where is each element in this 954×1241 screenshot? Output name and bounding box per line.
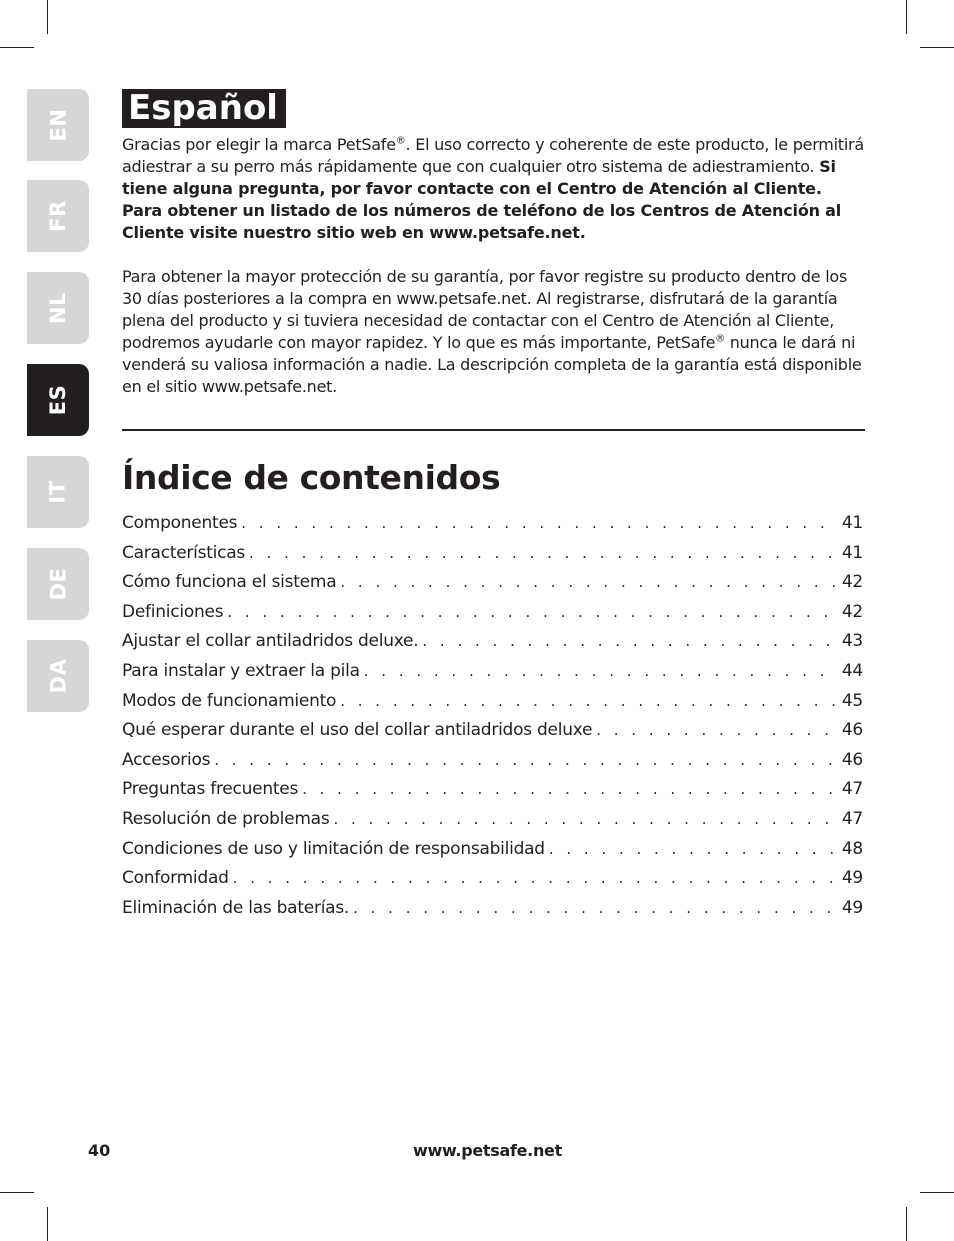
toc-entry-page: 42 <box>841 602 863 622</box>
tab-label: DE <box>46 567 70 601</box>
toc-entry-page: 47 <box>841 779 863 799</box>
tab-nl[interactable] <box>27 272 89 344</box>
toc-entry[interactable] <box>122 805 863 834</box>
toc-entry-page: 49 <box>841 868 863 888</box>
toc-leader-dots <box>333 805 837 834</box>
toc-entry-label: Cómo funciona el sistema <box>122 572 337 592</box>
toc-entry-page: 44 <box>841 661 863 681</box>
toc-entry-label: Componentes <box>122 513 238 533</box>
toc-leader-dots <box>596 716 838 745</box>
tab-fr[interactable] <box>27 180 89 252</box>
tab-label: IT <box>45 480 70 504</box>
toc-entry[interactable] <box>122 687 863 716</box>
toc-entry[interactable] <box>122 627 863 656</box>
divider <box>122 429 865 431</box>
crop-mark <box>920 47 954 48</box>
toc-entry[interactable] <box>122 568 863 597</box>
toc-entry-page: 43 <box>841 631 863 651</box>
toc-leader-dots <box>227 598 838 627</box>
tab-label: FR <box>45 200 70 232</box>
toc-entry-label: Para instalar y extraer la pila <box>122 661 360 681</box>
toc-entry-label: Condiciones de uso y limitación de responsabilidad <box>122 839 545 859</box>
toc-entry-page: 42 <box>841 572 863 592</box>
registered-mark: ® <box>395 135 406 147</box>
intro-p1-text-cont: . El uso correcto y coherente de este producto, le permitirá adiestrar a su perro más rápidamente que con cualquier otro sistema de adiestramiento. <box>122 135 864 176</box>
toc-leader-dots <box>214 746 838 775</box>
toc-entry[interactable] <box>122 657 863 686</box>
toc-entry[interactable] <box>122 894 863 923</box>
toc-leader-dots <box>353 894 838 923</box>
tab-en[interactable] <box>27 89 89 161</box>
toc-entry[interactable] <box>122 509 863 538</box>
toc-entry-page: 49 <box>841 898 863 918</box>
toc-entry[interactable] <box>122 598 863 627</box>
intro-paragraph-2 <box>122 266 867 398</box>
toc-leader-dots <box>549 835 838 864</box>
toc-leader-dots <box>233 864 838 893</box>
toc-entry-page: 48 <box>841 839 863 859</box>
toc-leader-dots <box>249 539 838 568</box>
toc-entry-label: Eliminación de las baterías. <box>122 898 350 918</box>
toc-entry[interactable] <box>122 539 863 568</box>
toc-entry-page: 46 <box>841 750 863 770</box>
intro-p2-text: Para obtener la mayor protección de su garantía, por favor registre su producto dentro de los 30 días posteriores a la compra en www.petsafe.net. Al registrarse, disfrutará de la garantía plena del producto y si tuviera necesidad de contactar con el Centro de Atención al Cliente, podremos ayudarle con mayor rapidez. Y lo que es más importante, PetSafe <box>122 267 848 352</box>
intro-paragraph-1 <box>122 134 867 244</box>
tab-it[interactable] <box>27 456 89 528</box>
tab-label: EN <box>45 108 70 142</box>
toc-entry-label: Conformidad <box>122 868 229 888</box>
toc-title: Índice de contenidos <box>122 458 501 497</box>
crop-mark <box>0 1192 34 1193</box>
crop-mark <box>920 1192 954 1193</box>
crop-mark <box>906 1207 907 1241</box>
tab-da[interactable] <box>27 640 89 712</box>
toc-entry[interactable] <box>122 775 863 804</box>
toc-leader-dots <box>241 509 838 538</box>
toc-leader-dots <box>364 657 838 686</box>
crop-mark <box>47 0 48 34</box>
toc-entry[interactable] <box>122 746 863 775</box>
toc-leader-dots <box>340 687 838 716</box>
toc-entry-label: Qué esperar durante el uso del collar antiladridos deluxe <box>122 720 593 740</box>
toc-entry-label: Accesorios <box>122 750 211 770</box>
tab-label: NL <box>46 292 70 324</box>
toc-entry-label: Preguntas frecuentes <box>122 779 299 799</box>
crop-mark <box>47 1207 48 1241</box>
toc-entry-page: 41 <box>841 513 863 533</box>
tab-label: DA <box>46 658 70 694</box>
tab-es[interactable] <box>27 364 89 436</box>
section-title: Español <box>122 89 286 128</box>
toc-entry[interactable] <box>122 835 863 864</box>
toc-entry-page: 47 <box>841 809 863 829</box>
toc-entry-label: Resolución de problemas <box>122 809 330 829</box>
page-number: 40 <box>88 1141 111 1160</box>
toc-entry-label: Definiciones <box>122 602 224 622</box>
crop-mark <box>0 47 34 48</box>
intro-p1-text: Gracias por elegir la marca PetSafe <box>122 135 396 154</box>
toc-entry[interactable] <box>122 716 863 745</box>
footer-url[interactable]: www.petsafe.net <box>413 1141 562 1160</box>
toc-leader-dots <box>422 627 837 656</box>
toc-entry-page: 45 <box>841 691 863 711</box>
toc-entry-page: 46 <box>841 720 863 740</box>
toc-leader-dots <box>302 775 838 804</box>
crop-mark <box>906 0 907 34</box>
toc-entry-label: Ajustar el collar antiladridos deluxe. <box>122 631 419 651</box>
intro-text <box>122 134 867 398</box>
intro-p1-bold: Si tiene alguna pregunta, por favor contacte con el Centro de Atención al Cliente. Para obtener un listado de los números de teléfono de los Centros de Atención al Cliente visite nuestro sitio web en www.petsafe.net. <box>122 157 842 242</box>
toc-leader-dots <box>340 568 837 597</box>
tab-label: ES <box>45 384 70 416</box>
toc-entry-label: Características <box>122 543 245 563</box>
toc-entry-page: 41 <box>841 543 863 563</box>
toc-entry-label: Modos de funcionamiento <box>122 691 337 711</box>
intro-p2-text-cont: nunca le dará ni venderá su valiosa información a nadie. La descripción completa de la garantía está disponible en el sitio www.petsafe.net. <box>122 333 862 396</box>
toc-entry[interactable] <box>122 864 863 893</box>
registered-mark: ® <box>715 333 725 345</box>
tab-de[interactable] <box>27 548 89 620</box>
